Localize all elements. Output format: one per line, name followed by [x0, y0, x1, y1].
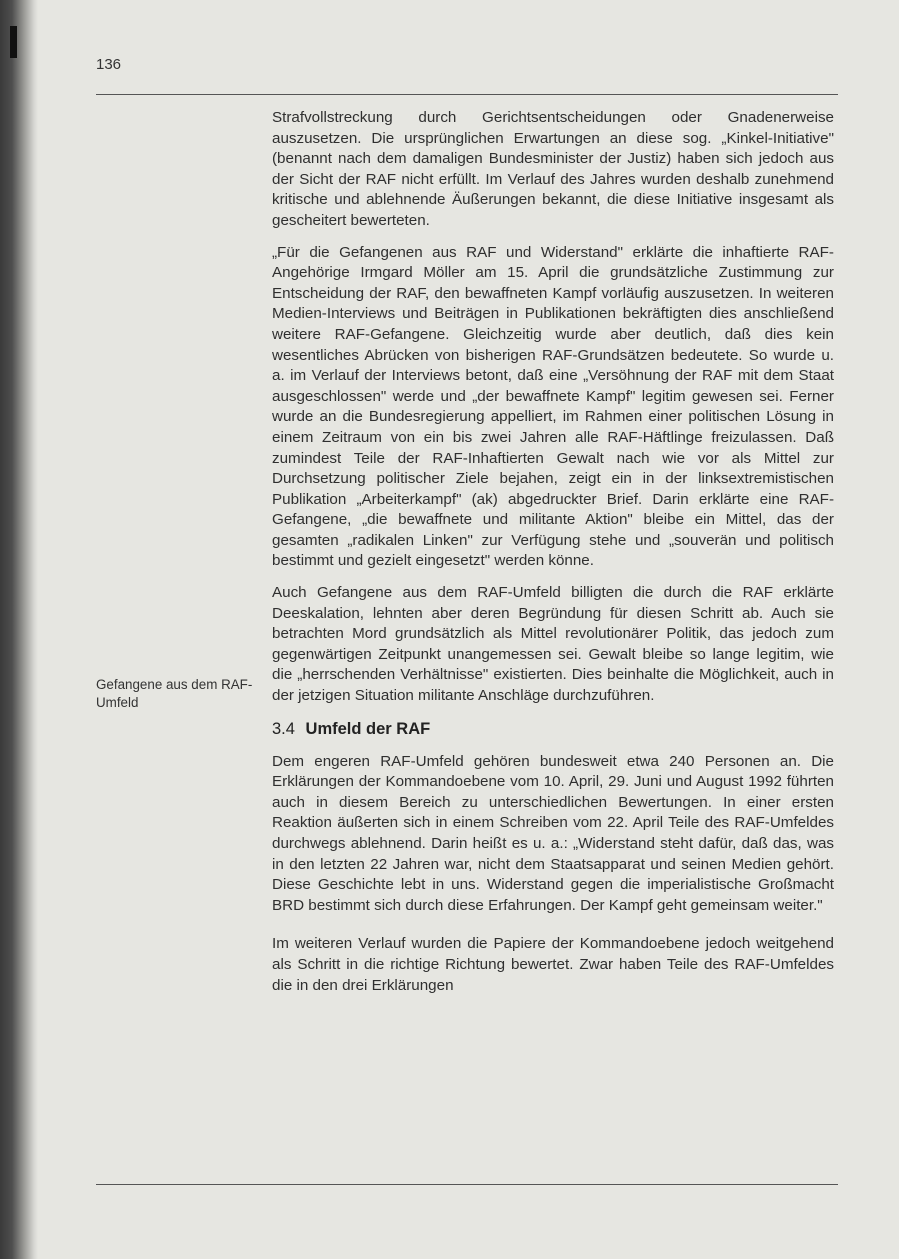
section-number: 3.4: [272, 719, 295, 738]
paragraph-raf-environment-prisoners: Auch Gefangene aus dem RAF-Umfeld billigten die durch die RAF erklärte Deeskalation, lehnten aber deren Begründung für diesen Schritt ab. Auch sie betrachten Mord grundsätzlich als Mittel revolutionärer Politik, das jedoch zum gegenwärtigen Zeitpunkt unangemessen sei. Gewalt bleibe so lange legitim, wie die „herrschenden Verhältnisse" existierten. Dies beinhalte die Möglichkeit, auch in der jetzigen Situation militante Anschläge durchzuführen.: [272, 584, 834, 705]
paragraph-prisoners-statement: „Für die Gefangenen aus RAF und Widerstand" erklärte die inhaftierte RAF-Angehörige Irmgard Möller am 15. April die grundsätzliche Zustimmung zur Entscheidung der RAF, den bewaffneten Kampf vorläufig auszusetzen. In weiteren Medien-Interviews und Beiträgen in Publikationen bekräftigten dies anschließend weitere RAF-Gefangene. Gleichzeitig wurde aber deutlich, daß dies kein wesentliches Abrücken von bisherigen RAF-Grundsätzen bedeutete. So wurde u. a. im Verlauf der Interviews betont, daß eine „Versöhnung der RAF mit dem Staat ausgeschlossen" werde und „der bewaffnete Kampf" legitim gewesen sei. Ferner wurde an die Bundesregierung appelliert, im Rahmen einer politischen Lösung in einem Zeitraum von ein bis zwei Jahren alle RAF-Häftlinge freizulassen. Daß zumindest Teile der RAF-Inhaftierten Gewalt nach wie vor als Mittel zur Durchsetzung politischer Ziele bejahen, zeigt ein in der linksextremistischen Publikation „Arbeiterkampf" (ak) abgedruckter Brief. Darin erklärte eine RAF-Gefangene, „die bewaffnete und militante Aktion" bleibe ein Mittel, das der gesamten „radikalen Linken" zur Verfügung stehe und „souverän und politisch bestimmt und gezielt eingesetzt" werden könne.: [272, 243, 834, 570]
main-text: [272, 108, 834, 1007]
margin-note: Gefangene aus dem RAF-Umfeld: [96, 677, 253, 710]
paragraph-continued: Strafvollstreckung durch Gerichtsentscheidungen oder Gnadenerweise auszusetzen. Die ursprünglichen Erwartungen an diese sog. „Kinkel-Initiative" (benannt nach dem damaligen Bundesminister der Justiz) haben sich jedoch aus der Sicht der RAF nicht erfüllt. Im Verlauf des Jahres wurden deshalb zunehmend kritische und ablehnende Äußerungen bekannt, die diese Initiative insgesamt als gescheitert bewerteten.: [272, 109, 834, 229]
spine-mark: [10, 26, 17, 58]
paragraph-further-course: Im weiteren Verlauf wurden die Papiere der Kommandoebene jedoch weitgehend als Schritt in die richtige Richtung bewertet. Zwar haben Teile des RAF-Umfeldes die in den drei Erklärungen: [272, 935, 834, 994]
paragraph-raf-environment: Dem engeren RAF-Umfeld gehören bundesweit etwa 240 Personen an. Die Erklärungen der Kommandoebene vom 10. April, 29. Juni und August 1992 führten auch in diesem Bereich zu unterschiedlichen Bewertungen. In einer ersten Reaktion äußerten sich in einem Schreiben vom 22. April Teile des RAF-Umfeldes durchwegs ablehnend. Darin heißt es u. a.: „Widerstand steht dafür, daß das, was in den letzten 22 Jahren war, nicht dem Staatsapparat und seinen Medien gehört. Diese Geschichte lebt in uns. Widerstand gegen die imperialistische Großmacht BRD bestimmt sich durch diese Erfahrungen. Der Kampf geht gemeinsam weiter.": [272, 752, 834, 914]
page-number: 136: [96, 56, 122, 73]
header-rule: [96, 94, 838, 95]
section-title: Umfeld der RAF: [305, 719, 431, 738]
section-heading: [272, 718, 834, 740]
book-spine-shadow: [0, 0, 38, 1259]
footer-rule: [96, 1184, 838, 1185]
